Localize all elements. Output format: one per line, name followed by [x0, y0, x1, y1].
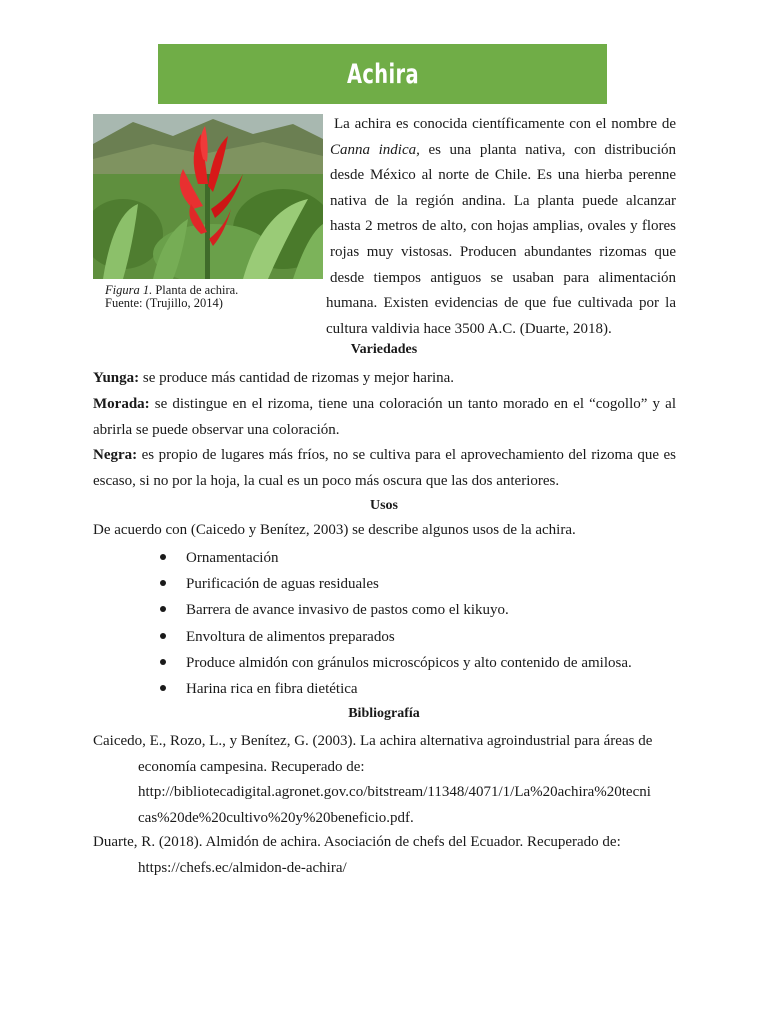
list-item-text: Purificación de aguas residuales	[186, 576, 379, 593]
variety-yunga	[93, 366, 676, 392]
figure-label: Figura 1.	[105, 283, 153, 297]
list-item-text: Harina rica en fibra dietética	[186, 680, 358, 697]
list-item-text: Ornamentación	[186, 550, 279, 566]
reference-line: economía campesina. Recuperado de:	[138, 758, 365, 775]
bullet-icon	[160, 554, 166, 560]
bullet-icon	[160, 685, 166, 691]
variety-name: Negra:	[93, 447, 138, 463]
reference-link[interactable]: http://bibliotecadigital.agronet.gov.co/bitstream/11348/4071/1/La%20achira%20tecni	[138, 784, 651, 800]
intro-line: desde México al norte de Chile. Es una hierba perenne	[330, 167, 676, 184]
reference-line: Duarte, R. (2018). Almidón de achira. Asociación de chefs del Ecuador. Recuperado de:	[93, 834, 621, 850]
variety-negra	[93, 443, 676, 494]
reference-duarte	[93, 830, 683, 881]
list-item	[160, 545, 680, 571]
intro-paragraph	[326, 112, 676, 342]
title-banner	[158, 44, 607, 104]
bibliografia-heading: Bibliografía	[348, 706, 420, 721]
usos-list	[160, 545, 680, 702]
intro-line: La achira es conocida científicamente con el nombre de	[334, 116, 676, 132]
reference-link[interactable]: cas%20de%20cultivo%20y%20beneficio.pdf.	[138, 809, 414, 826]
list-item-text: Barrera de avance invasivo de pastos como el kikuyo.	[186, 602, 509, 619]
usos-intro: De acuerdo con (Caicedo y Benítez, 2003) se describe algunos usos de la achira.	[93, 522, 576, 538]
list-item	[160, 624, 680, 650]
figure-source: Fuente: (Trujillo, 2014)	[105, 296, 223, 310]
bullet-icon	[160, 659, 166, 665]
reference-link[interactable]: https://chefs.ec/almidon-de-achira/	[138, 859, 347, 876]
list-item	[160, 597, 680, 623]
intro-line: desde tiempos antiguos se usaban para alimentación	[330, 269, 676, 286]
usos-heading: Usos	[369, 498, 398, 513]
list-item-text: Envoltura de alimentos preparados	[186, 628, 395, 645]
intro-line: nativa de la región andina. La planta puede alcanzar	[330, 192, 676, 209]
intro-line	[330, 138, 676, 164]
canna-plant-photo-icon	[93, 114, 323, 279]
page-title: Achira	[346, 58, 419, 90]
list-item-text: Produce almidón con gránulos microscópicos y alto contenido de amilosa.	[186, 654, 632, 671]
variedades-heading: Variedades	[350, 342, 418, 357]
variety-name: Morada:	[93, 396, 150, 412]
variety-text: se distingue en el rizoma, tiene una coloración un tanto morado en el “cogollo” y al abrirla se puede observar una coloración.	[93, 396, 676, 438]
scientific-name: Canna indica,	[330, 141, 420, 158]
reference-line: Caicedo, E., Rozo, L., y Benítez, G. (2003). La achira alternativa agroindustrial para áreas de	[93, 733, 653, 749]
list-item	[160, 676, 680, 702]
intro-line-rest: es una planta nativa, con distribución	[419, 141, 676, 158]
figure-caption	[105, 284, 325, 310]
intro-line: rojas muy vistosas. Producen abundantes rizomas que	[330, 243, 676, 260]
intro-line: hasta 2 metros de alto, con hojas amplias, ovales y flores	[330, 218, 676, 235]
bullet-icon	[160, 606, 166, 612]
bullet-icon	[160, 580, 166, 586]
intro-line: humana. Existen evidencias de que fue cultivada por la	[326, 295, 676, 312]
variety-text: se produce más cantidad de rizomas y mejor harina.	[139, 370, 455, 386]
bullet-icon	[160, 633, 166, 639]
intro-line: cultura valdivia hace 3500 A.C. (Duarte, 2018).	[326, 320, 612, 337]
variety-name: Yunga:	[93, 370, 140, 386]
variety-text: es propio de lugares más fríos, no se cultiva para el aprovechamiento del rizoma que es escaso, si no por la hoja, la cual es un poco más oscura que las dos anteriores.	[93, 447, 676, 489]
list-item	[160, 571, 680, 597]
list-item	[160, 650, 680, 676]
variety-morada	[93, 392, 676, 443]
figure-caption-text: Planta de achira.	[152, 283, 239, 297]
reference-caicedo	[93, 729, 683, 831]
